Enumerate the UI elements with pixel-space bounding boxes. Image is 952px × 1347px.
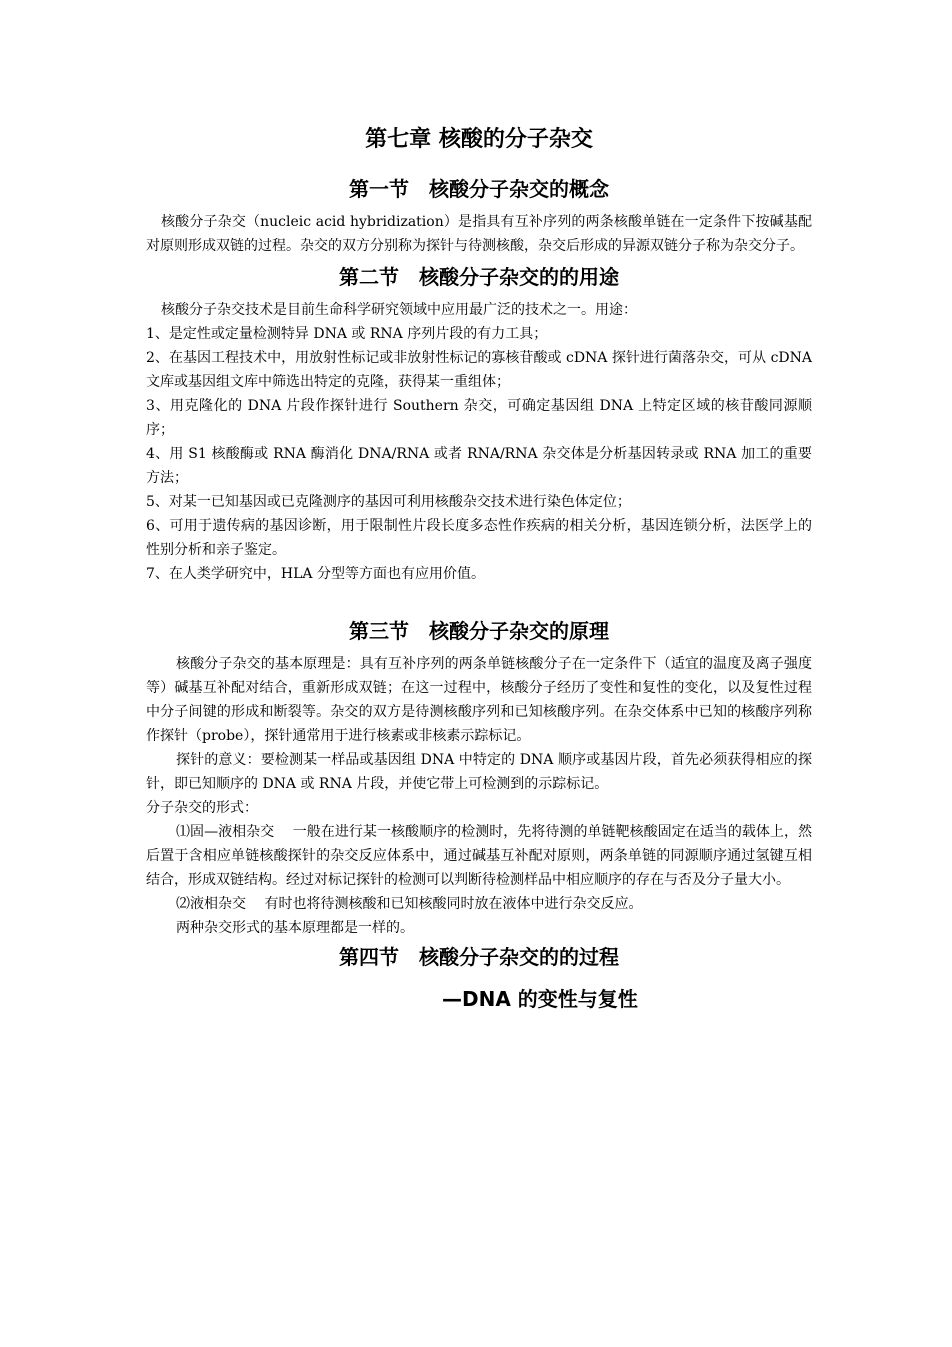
section-2-item-7: 7、在人类学研究中，HLA 分型等方面也有应用价值。 (146, 566, 485, 582)
section-3-title: 第三节 核酸分子杂交的原理 (349, 619, 609, 643)
section-3-forms-heading: 分子杂交的形式： (146, 800, 258, 816)
section-2-item-1: 1、是定性或定量检测特异 DNA 或 RNA 序列片段的有力工具； (146, 326, 548, 342)
section-1-body: 核酸分子杂交（nucleic acid hybridization）是指具有互补序列的两条核酸单链在一定条件下按碱基配对原则形成双链的过程。杂交的双方分别称为探针与待测核酸，杂交后形成的异源双链分子称为杂交分子。 (146, 214, 812, 254)
document-page (146, 122, 812, 1020)
section-2-item-6: 6、可用于遗传病的基因诊断，用于限制性片段长度多态性作疾病的相关分析，基因连锁分析，法医学上的性别分析和亲子鉴定。 (146, 518, 812, 558)
section-4-subtitle: —DNA 的变性与复性 (442, 987, 638, 1011)
section-2-item-2: 2、在基因工程技术中，用放射性标记或非放射性标记的寡核苷酸或 cDNA 探针进行菌落杂交，可从 cDNA 文库或基因组文库中筛选出特定的克隆，获得某一重组体； (146, 350, 812, 390)
section-4-title: 第四节 核酸分子杂交的的过程 (339, 945, 619, 969)
section-3-liquid-phase: ⑵液相杂交 有时也将待测核酸和已知核酸同时放在液体中进行杂交反应。 (176, 896, 643, 912)
section-3-solid-liquid: ⑴固—液相杂交 一般在进行某一核酸顺序的检测时，先将待测的单链靶核酸固定在适当的载体上，然后置于含相应单链核酸探针的杂交反应体系中，通过碱基互补配对原则，两条单链的同源顺序通过氢键互相结合，形成双链结构。经过对标记探针的检测可以判断待检测样品中相应顺序的存在与否及分子量大小。 (146, 824, 812, 888)
section-2-item-3: 3、用克隆化的 DNA 片段作探针进行 Southern 杂交，可确定基因组 DNA 上特定区域的核苷酸同源顺序； (146, 398, 812, 438)
section-3-principle: 核酸分子杂交的基本原理是：具有互补序列的两条单链核酸分子在一定条件下（适宜的温度及离子强度等）碱基互补配对结合，重新形成双链；在这一过程中，核酸分子经历了变性和复性的变化，以及复性过程中分子间键的形成和断裂等。杂交的双方是待测核酸序列和已知核酸序列。在杂交体系中已知的核酸序列称作探针（probe），探针通常用于进行核素或非核素示踪标记。 (146, 656, 812, 744)
section-2-item-4: 4、用 S1 核酸酶或 RNA 酶消化 DNA/RNA 或者 RNA/RNA 杂交体是分析基因转录或 RNA 加工的重要方法； (146, 446, 812, 486)
chapter-title: 第七章 核酸的分子杂交 (365, 127, 593, 152)
section-2-item-5: 5、对某一已知基因或已克隆测序的基因可利用核酸杂交技术进行染色体定位； (146, 494, 631, 510)
section-2-title: 第二节 核酸分子杂交的的用途 (339, 265, 619, 289)
section-2-intro: 核酸分子杂交技术是目前生命科学研究领域中应用最广泛的技术之一。用途： (161, 302, 637, 318)
section-3-conclusion: 两种杂交形式的基本原理都是一样的。 (176, 920, 414, 936)
section-3-probe-meaning: 探针的意义：要检测某一样品或基因组 DNA 中特定的 DNA 顺序或基因片段，首先必须获得相应的探针，即已知顺序的 DNA 或 RNA 片段，并使它带上可检测到的示踪标记。 (146, 752, 812, 792)
section-1-title: 第一节 核酸分子杂交的概念 (349, 177, 609, 201)
